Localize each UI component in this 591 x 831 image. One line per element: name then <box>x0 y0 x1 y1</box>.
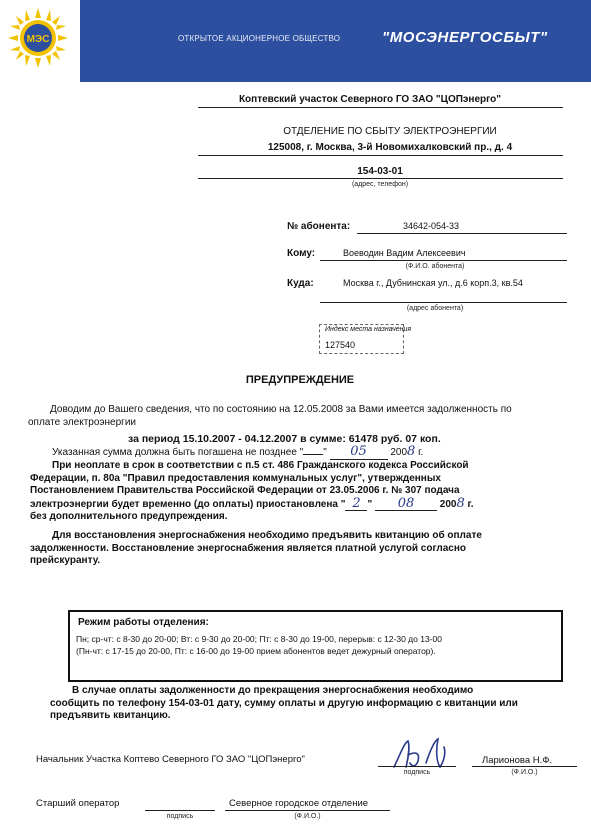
closing-paragraph <box>50 685 585 723</box>
closing-line1: В случае оплаты задолженности до прекращения энергоснабжения необходимо <box>72 685 474 696</box>
postal-index-value: 127540 <box>325 340 356 350</box>
phone-underline <box>198 178 563 179</box>
notice-p3-line1: При неоплате в срок в соответствии с п.5 ст. 486 Гражданского кодекса Российской <box>52 460 469 471</box>
suspend-year-prefix: 200 <box>439 498 457 510</box>
work-hours-line2: (Пн-чт: с 17-15 до 20-00, Пт: с 16-00 до 19-00 прием абонентов ведет дежурный оператор). <box>76 646 436 656</box>
debt-period-amount: за период 15.10.2007 - 04.12.2007 в сумме: 61478 руб. 07 коп. <box>128 433 441 445</box>
to-label: Кому: <box>287 248 316 259</box>
notice-paragraph-3 <box>30 460 577 524</box>
recipient-name: Воеводин Вадим Алексеевич <box>343 248 466 258</box>
office-phone: 154-03-01 <box>357 166 403 177</box>
department-name: ОТДЕЛЕНИЕ ПО СБЫТУ ЭЛЕКТРОЭНЕРГИИ <box>283 126 497 137</box>
office-address: 125008, г. Москва, 3-й Новомихалковский пр., д. 4 <box>267 142 513 153</box>
work-hours-title: Режим работы отделения: <box>78 617 209 628</box>
due-date-line <box>52 446 572 460</box>
to-underline <box>320 260 567 261</box>
due-date-suffix: г. <box>415 447 424 458</box>
recipient-address: Москва г., Дубнинская ул., д.6 корп.3, кв.54 <box>343 278 523 288</box>
notice-p3-line2: Федерации, п. 80а "Правил предоставления коммунальных услуг", утвержденных <box>30 472 441 484</box>
closing-line2: сообщить по телефону 154-03-01 дату, сумму оплаты и другую информацию с квитанции или <box>50 697 518 709</box>
account-label: № абонента: <box>287 221 351 232</box>
notice-p3-line5: без дополнительного предупреждения. <box>30 511 228 522</box>
suspend-day: 2 <box>345 498 367 512</box>
due-date-mid: " <box>323 447 330 458</box>
due-month: 05 <box>330 446 388 460</box>
address-underline <box>198 155 563 156</box>
operator-sign-line <box>145 810 215 811</box>
operator-name: Северное городское отделение <box>229 798 369 809</box>
account-number: 34642-054-33 <box>403 221 460 231</box>
chief-signature-icon <box>386 733 466 773</box>
suspend-prefix: электроэнергии будет временно (до оплаты) приостановлена " <box>30 498 346 510</box>
notice-p1-line2: оплате электроэнергии <box>28 416 136 428</box>
operator-position: Старший оператор <box>36 798 120 809</box>
notice-paragraph-1 <box>28 404 570 429</box>
operator-name-line <box>225 810 390 811</box>
chief-name: Ларионова Н.Ф. <box>482 755 553 766</box>
notice-p1-line1: Доводим до Вашего сведения, что по состоянию на 12.05.2008 за Вами имеется задолженность по <box>50 404 512 415</box>
notice-p4-line2: задолженности. Восстановление энергоснабжения является платной услугой согласно <box>30 542 466 554</box>
where-underline <box>320 302 567 303</box>
chief-fio-caption: (Ф.И.О.) <box>511 769 538 776</box>
suspend-year: 8 <box>456 495 465 511</box>
chief-name-line <box>472 766 577 767</box>
due-day <box>303 454 323 455</box>
brand-name: "МОСЭНЕРГОСБЫТ" <box>382 29 548 46</box>
address-caption: (адрес, телефон) <box>351 181 409 188</box>
due-year-prefix: 200 <box>390 447 408 458</box>
to-caption: (Ф.И.О. абонента) <box>405 263 465 270</box>
notice-p3-line4: электроэнергии будет временно (до оплаты) приостановлена " 2 " 08 2008 г. <box>30 495 474 511</box>
due-year: 8 <box>407 444 416 459</box>
work-hours-line1: Пн; ср-чт: с 8-30 до 20-00; Вт: с 9-30 до 20-00; Пт: с 8-30 до 19-00, перерыв: с 12-30 до 13-00 <box>76 634 442 644</box>
logo-text: МЭС <box>26 34 50 45</box>
notice-p3-line3: Постановлением Правительства Российской Федерации от 23.05.2006 г. № 307 подача <box>30 485 460 496</box>
suspend-month: 08 <box>375 498 437 512</box>
company-type: ОТКРЫТОЕ АКЦИОНЕРНОЕ ОБЩЕСТВО <box>178 34 341 43</box>
office-underline <box>198 107 563 108</box>
notice-p4-line3: прейскуранту. <box>30 555 101 566</box>
where-caption: (адрес абонента) <box>406 305 464 312</box>
letterhead-banner <box>80 0 591 82</box>
notice-p4-line1: Для восстановления энергоснабжения необходимо предъявить квитанцию об оплате <box>52 530 482 541</box>
account-underline <box>357 233 567 234</box>
notice-paragraph-4 <box>30 530 577 568</box>
operator-fio-caption: (Ф.И.О.) <box>294 813 321 820</box>
operator-sign-caption: подпись <box>166 813 194 820</box>
chief-sign-caption: подпись <box>403 769 431 776</box>
where-label: Куда: <box>287 278 314 289</box>
chief-position: Начальник Участка Коптево Северного ГО ЗАО "ЦОПэнерго" <box>36 754 305 765</box>
office-name: Коптевский участок Северного ГО ЗАО "ЦОПэнерго" <box>238 94 502 105</box>
chief-sign-line <box>378 766 456 767</box>
postal-index-label: Индекс места назначения <box>325 326 412 333</box>
suspend-suffix: г. <box>464 498 474 510</box>
closing-line3: предъявить квитанцию. <box>50 710 171 721</box>
letter-title: ПРЕДУПРЕЖДЕНИЕ <box>245 374 355 386</box>
due-date-prefix: Указанная сумма должна быть погашена не позднее " <box>52 447 304 458</box>
mes-logo-icon <box>6 6 70 70</box>
